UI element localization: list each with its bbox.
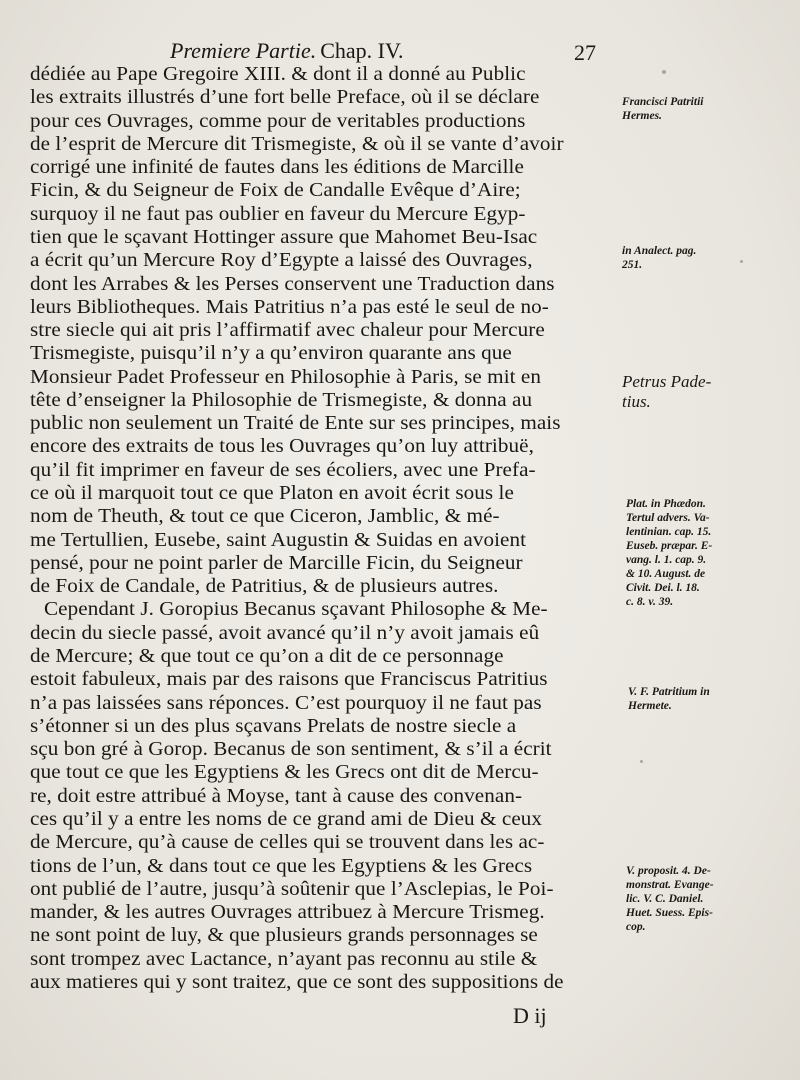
text-line: a écrit qu’un Mercure Roy d’Egypte a laissé des Ouvrages, <box>30 250 533 272</box>
text-line: nom de Theuth, & tout ce que Ciceron, Jamblic, & mé- <box>30 506 500 528</box>
text-line: sont trompez avec Lactance, n’ayant pas reconnu au stile & <box>30 948 538 970</box>
margin-note-line: Petrus Pade- <box>622 372 712 391</box>
text-line: re, doit estre attribué à Moyse, tant à cause des convenan- <box>30 785 523 807</box>
text-line: corrigé une infinité de fautes dans les éditions de Marcille <box>30 157 524 179</box>
margin-note-line: V. proposit. 4. De- <box>626 865 711 877</box>
text-line: public non seulement un Traité de Ente sur ses principes, mais <box>30 413 561 435</box>
margin-note-padetius <box>622 372 711 412</box>
margin-note-line: Euseb. præpar. E- <box>626 540 713 552</box>
text-line: s’étonner si un des plus sçavans Prelats de nostre siecle a <box>30 715 517 737</box>
margin-note-patritii <box>622 95 703 123</box>
text-line: Monsieur Padet Professeur en Philosophie à Paris, se mit en <box>30 366 541 388</box>
text-line: sçu bon gré à Gorop. Becanus de son sentiment, & s’il a écrit <box>30 739 552 761</box>
margin-note-line: Civit. Dei. l. 18. <box>626 582 700 594</box>
margin-note-line: lic. V. C. Daniel. <box>626 893 704 905</box>
margin-note-line: Hermes. <box>622 110 662 122</box>
chapter-title: Chap. IV. <box>320 38 404 63</box>
text-line: dont les Arrabes & les Perses conservent une Traduction dans <box>30 273 555 295</box>
text-line: de l’esprit de Mercure dit Trismegiste, & où il se vante d’avoir <box>30 133 564 155</box>
text-line: Ficin, & du Seigneur de Foix de Candalle Evêque d’Aire; <box>30 180 521 202</box>
text-line: de Mercure; & que tout ce qu’on a dit de ce personnage <box>30 646 504 667</box>
margin-note-line: Hermete. <box>628 700 672 712</box>
margin-note-line: monstrat. Evange- <box>626 879 714 891</box>
text-line: stre siecle qui ait pris l’affirmatif avec chaleur pour Mercure <box>30 320 545 342</box>
text-line: qu’il fit imprimer en faveur de ses écoliers, avec une Prefa- <box>30 459 536 481</box>
text-line: pensé, pour ne point parler de Marcille Ficin, du Seigneur <box>30 552 523 574</box>
text-line: Cependant J. Goropius Becanus sçavant Philosophe & Me- <box>44 599 548 621</box>
text-line: aux matieres qui y sont traitez, que ce sont des suppositions de <box>30 971 564 993</box>
text-line: tien que le sçavant Hottinger assure que Mahomet Beu-Isac <box>30 226 538 248</box>
margin-note-line: 251. <box>622 259 643 271</box>
text-line: que tout ce que les Egyptiens & les Grecs ont dit de Mercu- <box>30 762 539 784</box>
margin-note-line: V. F. Patritium in <box>628 686 710 698</box>
text-line: les extraits illustrés d’une fort belle Preface, où il se déclare <box>30 87 540 109</box>
text-line: pour ces Ouvrages, comme pour de veritables productions <box>30 110 526 132</box>
text-line: ces qu’il y a entre les noms de ce grand ami de Dieu & ceux <box>30 808 543 830</box>
text-line: ont publié de l’autre, jusqu’à soûtenir que l’Asclepias, le Poi- <box>30 878 554 900</box>
text-line: ce où il marquoit tout ce que Platon en avoit écrit sous le <box>30 483 514 505</box>
margin-note-line: cop. <box>626 921 646 933</box>
margin-note-analect <box>622 244 696 272</box>
text-line: de Mercure, qu’à cause de celles qui se trouvent dans les ac- <box>30 832 545 854</box>
margin-note-line: lentinian. cap. 15. <box>626 526 712 538</box>
ink-speck <box>740 260 743 263</box>
text-line: tions de l’un, & dans tout ce que les Egyptiens & les Grecs <box>30 855 533 877</box>
text-line: mander, & les autres Ouvrages attribuez à Mercure Trismeg. <box>30 902 545 924</box>
margin-note-patritium <box>628 685 710 713</box>
text-line: encore des extraits de tous les Ouvrages qu’on luy attribuë, <box>30 436 534 458</box>
text-line: decin du siecle passé, avoit avancé qu’il n’y avoit jamais eû <box>30 622 540 644</box>
margin-note-plato-refs <box>626 497 712 609</box>
ink-speck <box>640 760 643 763</box>
ink-speck <box>662 70 666 74</box>
margin-note-huet <box>626 864 714 934</box>
text-line: dédiée au Pape Gregoire XIII. & dont il a donné au Public <box>30 64 526 85</box>
margin-note-line: Huet. Suess. Epis- <box>626 907 713 919</box>
text-line: surquoy il ne faut pas oublier en faveur du Mercure Egyp- <box>30 203 526 225</box>
margin-note-line: vang. l. 1. cap. 9. <box>626 554 707 566</box>
running-title: Premiere Partie. <box>170 38 317 63</box>
text-line: tête d’enseigner la Philosophie de Trismegiste, & donna au <box>30 389 533 411</box>
text-line: de Foix de Candale, de Patritius, & de plusieurs autres. <box>30 576 499 598</box>
text-line: ne sont point de luy, & que plusieurs grands personnages se <box>30 925 538 947</box>
margin-note-line: Francisci Patritii <box>622 96 704 108</box>
margin-note-line: & 10. August. de <box>626 568 706 580</box>
text-line: leurs Bibliotheques. Mais Patritius n’a pas esté le seul de no- <box>30 296 549 318</box>
signature-mark: D ij <box>513 1003 547 1028</box>
text-line: n’a pas laissées sans réponces. C’est pourquoy il ne faut pas <box>30 692 542 714</box>
margin-note-line: Tertul advers. Va- <box>626 512 710 524</box>
text-line: me Tertullien, Eusebe, saint Augustin & Suidas en avoient <box>30 529 527 551</box>
running-header <box>170 38 404 64</box>
margin-note-line: c. 8. v. 39. <box>626 596 674 608</box>
margin-note-line: tius. <box>622 392 651 411</box>
text-line: Trismegiste, puisqu’il n’y a qu’environ quarante ans que <box>30 343 512 365</box>
margin-note-line: in Analect. pag. <box>622 245 697 257</box>
page-number: 27 <box>574 40 596 65</box>
text-line: estoit fabuleux, mais par des raisons que Franciscus Patritius <box>30 669 548 691</box>
margin-note-line: Plat. in Phædon. <box>626 498 706 510</box>
